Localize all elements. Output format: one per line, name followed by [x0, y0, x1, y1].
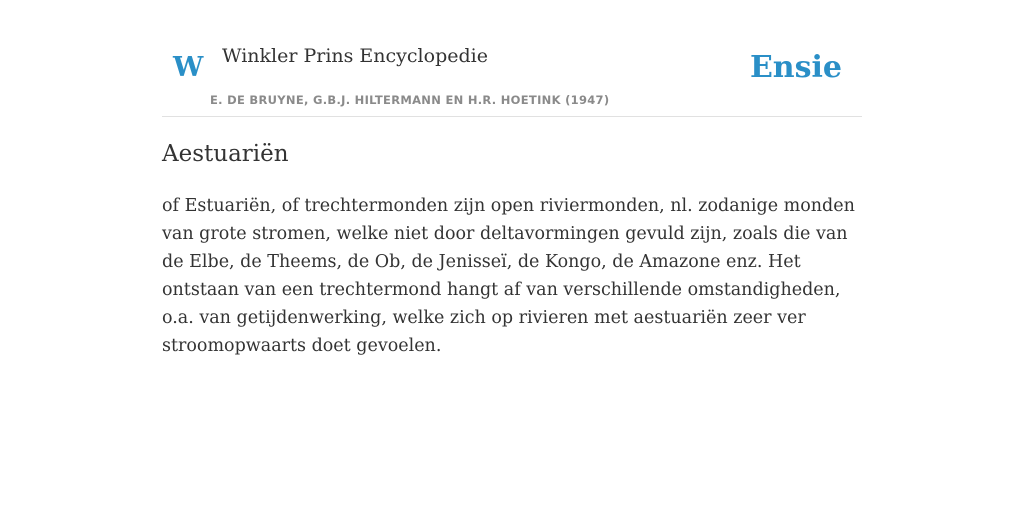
encyclopedia-logo[interactable]: W: [173, 52, 204, 83]
book-authors: E. DE BRUYNE, G.B.J. HILTERMANN EN H.R. HOETINK (1947): [210, 93, 610, 107]
entry-title: Aestuariën: [162, 141, 289, 167]
book-title-link[interactable]: Winkler Prins Encyclopedie: [222, 45, 488, 67]
ensie-brand-logo[interactable]: Ensie: [749, 50, 842, 85]
page-header: [162, 30, 862, 117]
entry-body-text: of Estuariën, of trechtermonden zijn open riviermonden, nl. zodanige monden van grote stromen, welke niet door deltavormingen gevuld zijn, zoals die van de Elbe, de Theems, de Ob, de Jenisseï, de Kongo, de Amazone enz. Het ontstaan van een trechtermond hangt af van verschillende omstandigheden, o.a. van getijdenwerking, welke zich op rivieren met aestuariën zeer ver stroomopwaarts doet gevoelen.: [162, 196, 855, 356]
